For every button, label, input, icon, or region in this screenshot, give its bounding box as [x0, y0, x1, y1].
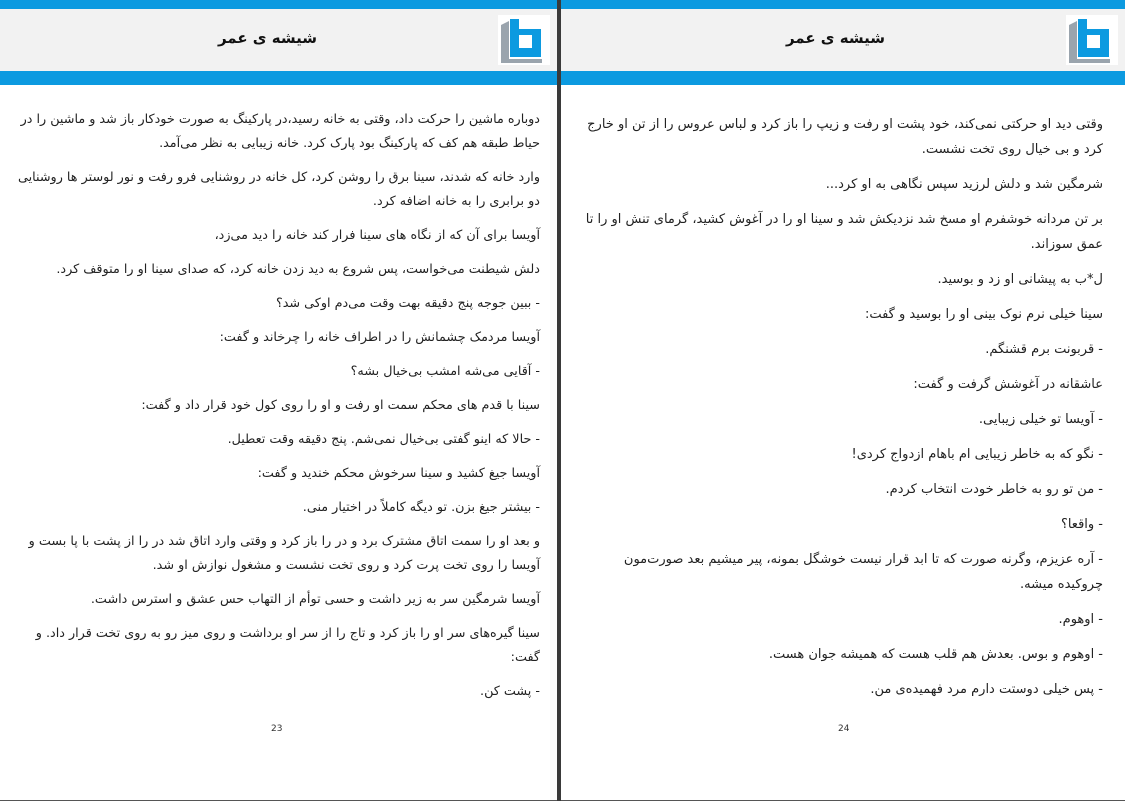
- paragraph: - نگو که به خاطر زیبایی ام باهام ازدواج کردی!: [851, 447, 1103, 462]
- header-bottom-bar: [561, 71, 1125, 85]
- page-body-text: [12, 108, 540, 714]
- paragraph: - اوهوم.: [1058, 612, 1103, 627]
- page-title: شیشه ی عمر: [217, 29, 317, 47]
- paragraph: - حالا که اینو گفتی بی‌خیال نمی‌شم. پنج دقیقه وقت تعطیل.: [227, 432, 540, 447]
- paragraph: دلش شیطنت می‌خواست، پس شروع به دید زدن خانه کرد، که صدای سینا او را متوقف کرد.: [56, 262, 540, 277]
- paragraph: سینا خیلی نرم نوک بینی او را بوسید و گفت:: [864, 307, 1103, 322]
- page-body-text: [583, 112, 1103, 712]
- paragraph: وارد خانه که شدند، سینا برق را روشن کرد، کل خانه در روشنایی فرو رفت و نور لوستر ها روشنایی دو برابری را به خانه اضافه کرد.: [17, 170, 540, 209]
- paragraph: - قربونت برم قشنگم.: [985, 342, 1103, 357]
- paragraph: بر تن مردانه خوشفرم او مسخ شد نزدیکش شد و سینا او را در آغوش کشید، گرمای تنش او را تا عمق سوزاند.: [585, 212, 1103, 252]
- paragraph: وقتی دید او حرکتی نمی‌کند، خود پشت او رفت و زیپ را باز کرد و لباس عروس را از تن او خارج کرد و بی خیال روی تخت نشست.: [587, 117, 1103, 157]
- paragraph: - پس خیلی دوستت دارم مرد فهمیده‌ی من.: [870, 682, 1103, 697]
- page-title: شیشه ی عمر: [785, 29, 885, 47]
- paragraph: - من تو رو به خاطر خودت انتخاب کردم.: [885, 482, 1103, 497]
- paragraph: شرمگین شد و دلش لرزید سپس نگاهی به او کرد...: [825, 177, 1103, 192]
- paragraph: آویسا شرمگین سر به زیر داشت و حسی توأم از التهاب حس عشق و استرس داشت.: [90, 592, 540, 607]
- paragraph: - آره عزیزم، وگرنه صورت که تا ابد قرار نیست خوشگل بمونه، پیر میشیم بعد صورت‌مون چروکیده میشه.: [623, 552, 1103, 592]
- left-page: [0, 0, 557, 801]
- paragraph: عاشقانه در آغوشش گرفت و گفت:: [913, 377, 1103, 392]
- paragraph: - آویسا تو خیلی زیبایی.: [978, 412, 1103, 427]
- publisher-logo-icon: [498, 15, 550, 65]
- paragraph: - واقعا؟: [1060, 517, 1103, 532]
- page-number: 23: [271, 724, 283, 734]
- right-page: [561, 0, 1125, 801]
- paragraph: و بعد او را سمت اتاق مشترک برد و در را باز کرد و وقتی وارد اتاق شد در را از پشت با پا بست و آویسا را روی تخت پرت کرد و روی تخت نشست و مشغول نوازش او شد.: [28, 534, 540, 573]
- page-header: [561, 9, 1125, 71]
- paragraph: - آقایی می‌شه امشب بی‌خیال بشه؟: [350, 364, 540, 379]
- paragraph: سینا گیره‌های سر او را باز کرد و تاج را از سر او برداشت و روی میز رو به روی تخت قرار داد. و گفت:: [35, 626, 540, 665]
- paragraph: آویسا مردمک چشمانش را در اطراف خانه را چرخاند و گفت:: [219, 330, 540, 345]
- header-top-bar: [561, 0, 1125, 9]
- page-header: [0, 9, 557, 71]
- publisher-logo-icon: [1066, 15, 1118, 65]
- header-bottom-bar: [0, 71, 557, 85]
- paragraph: ل*ب به پیشانی او زد و بوسید.: [937, 272, 1103, 287]
- paragraph: آویسا برای آن که از نگاه های سینا فرار کند خانه را دید می‌زد،: [214, 228, 540, 243]
- paragraph: دوباره ماشین را حرکت داد، وقتی به خانه رسید،در پارکینگ به صورت خودکار باز شد و ماشین را در حیاط طبقه هم کف که پارکینگ بود پارک کرد. خانه زیبایی به نظر می‌آمد.: [20, 112, 540, 151]
- paragraph: - اوهوم و بوس. بعدش هم قلب هست که همیشه جوان هست.: [768, 647, 1103, 662]
- paragraph: - ببین جوجه پنج دقیقه بهت وقت می‌دم اوکی شد؟: [275, 296, 540, 311]
- paragraph: سینا با قدم های محکم سمت او رفت و او را روی کول خود قرار داد و گفت:: [141, 398, 540, 413]
- paragraph: آویسا جیغ کشید و سینا سرخوش محکم خندید و گفت:: [257, 466, 540, 481]
- paragraph: - پشت کن.: [480, 684, 540, 699]
- header-top-bar: [0, 0, 557, 9]
- page-number: 24: [838, 724, 850, 734]
- paragraph: - بیشتر جیغ بزن. تو دیگه کاملاً در اختیار منی.: [302, 500, 540, 515]
